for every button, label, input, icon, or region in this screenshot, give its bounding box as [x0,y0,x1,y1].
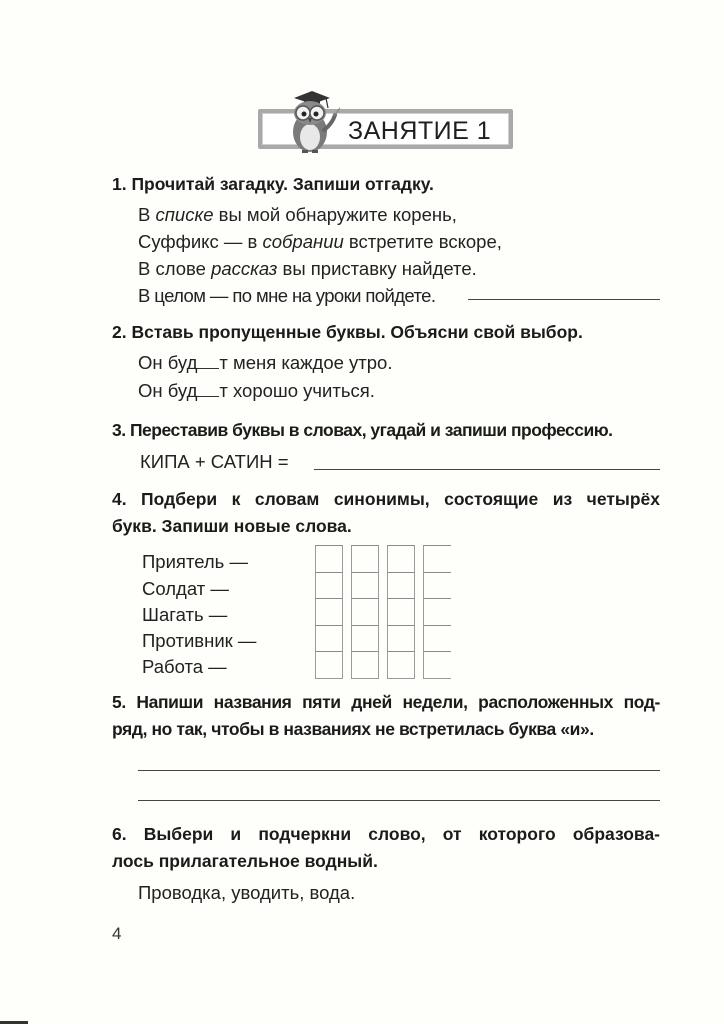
word-item: Противник — [142,630,257,651]
letter-cell[interactable] [423,598,451,625]
task-3-answer-line[interactable] [314,469,660,470]
grid-bottom-border [423,678,451,679]
letter-cell[interactable] [351,598,379,625]
task-4-title-line-1: 4. Подбери к словам синонимы, состоящие из четырёх [112,489,660,509]
letter-cell[interactable] [351,651,379,678]
letter-cell[interactable] [387,625,415,652]
letter-cell[interactable] [315,651,343,678]
task-4-title-line-2: букв. Запиши новые слова. [112,516,352,536]
grid-bottom-border [315,678,343,679]
letter-cell[interactable] [315,545,343,572]
missing-letter-blank[interactable] [197,354,219,369]
letter-cell[interactable] [351,572,379,599]
letter-cell[interactable] [351,545,379,572]
letter-cell[interactable] [423,625,451,652]
sentence-2: Он буд т хорошо учиться. [138,380,375,401]
letter-grid-column [315,545,344,678]
lesson-title: ЗАНЯТИЕ 1 [348,117,492,145]
riddle-line-1: В списке вы мой обнаружите корень, [138,204,457,225]
word-item: Солдат — [142,578,229,599]
task-2-title: 2. Вставь пропущенные буквы. Объясни свой выбор. [112,322,583,342]
word-item: Шагать — [142,604,228,625]
letter-cell[interactable] [351,625,379,652]
task-3-title: 3. Переставив буквы в словах, угадай и запиши профессию. [112,420,613,440]
task-5-answer-line-1[interactable] [138,770,660,771]
task-5-title-line-1: 5. Напиши названия пяти дней недели, расположенных под- [112,692,660,712]
letter-cell[interactable] [387,651,415,678]
grid-bottom-border [351,678,379,679]
letter-cell[interactable] [315,572,343,599]
riddle-line-2: Суффикс — в собрании встретите вскоре, [138,231,502,252]
letter-grid-column [387,545,416,678]
equation-text: КИПА + САТИН = [140,451,289,472]
word-item: Работа — [142,656,227,677]
grid-bottom-border [387,678,415,679]
letter-cell[interactable] [423,651,451,678]
letter-cell[interactable] [387,545,415,572]
owl-graduate-icon [280,88,340,154]
letter-grid-column [423,545,452,678]
riddle-line-3: В слове рассказ вы приставку найдете. [138,258,477,279]
task-6-title-line-2: лось прилагательное водный. [112,851,378,871]
task-6-title-line-1: 6. Выбери и подчеркни слово, от которого образова- [112,824,660,844]
letter-cell[interactable] [315,598,343,625]
page-number: 4 [112,924,122,943]
letter-cell[interactable] [423,545,451,572]
word-item: Приятель — [142,551,248,572]
letter-cell[interactable] [387,572,415,599]
task-5-answer-line-2[interactable] [138,800,660,801]
word-options[interactable]: Проводка, уводить, вода. [138,882,356,903]
task-5-title-line-2: ряд, но так, чтобы в названиях не встретилась буква «и». [112,719,594,739]
letter-cell[interactable] [423,572,451,599]
sentence-1: Он буд т меня каждое утро. [138,352,393,373]
missing-letter-blank[interactable] [197,382,219,397]
letter-cell[interactable] [387,598,415,625]
letter-grid-column [351,545,380,678]
letter-cell[interactable] [315,625,343,652]
task-1-answer-line[interactable] [468,299,660,300]
task-1-title: 1. Прочитай загадку. Запиши отгадку. [112,174,434,194]
riddle-line-4: В целом — по мне на уроки пойдете. [138,285,436,306]
